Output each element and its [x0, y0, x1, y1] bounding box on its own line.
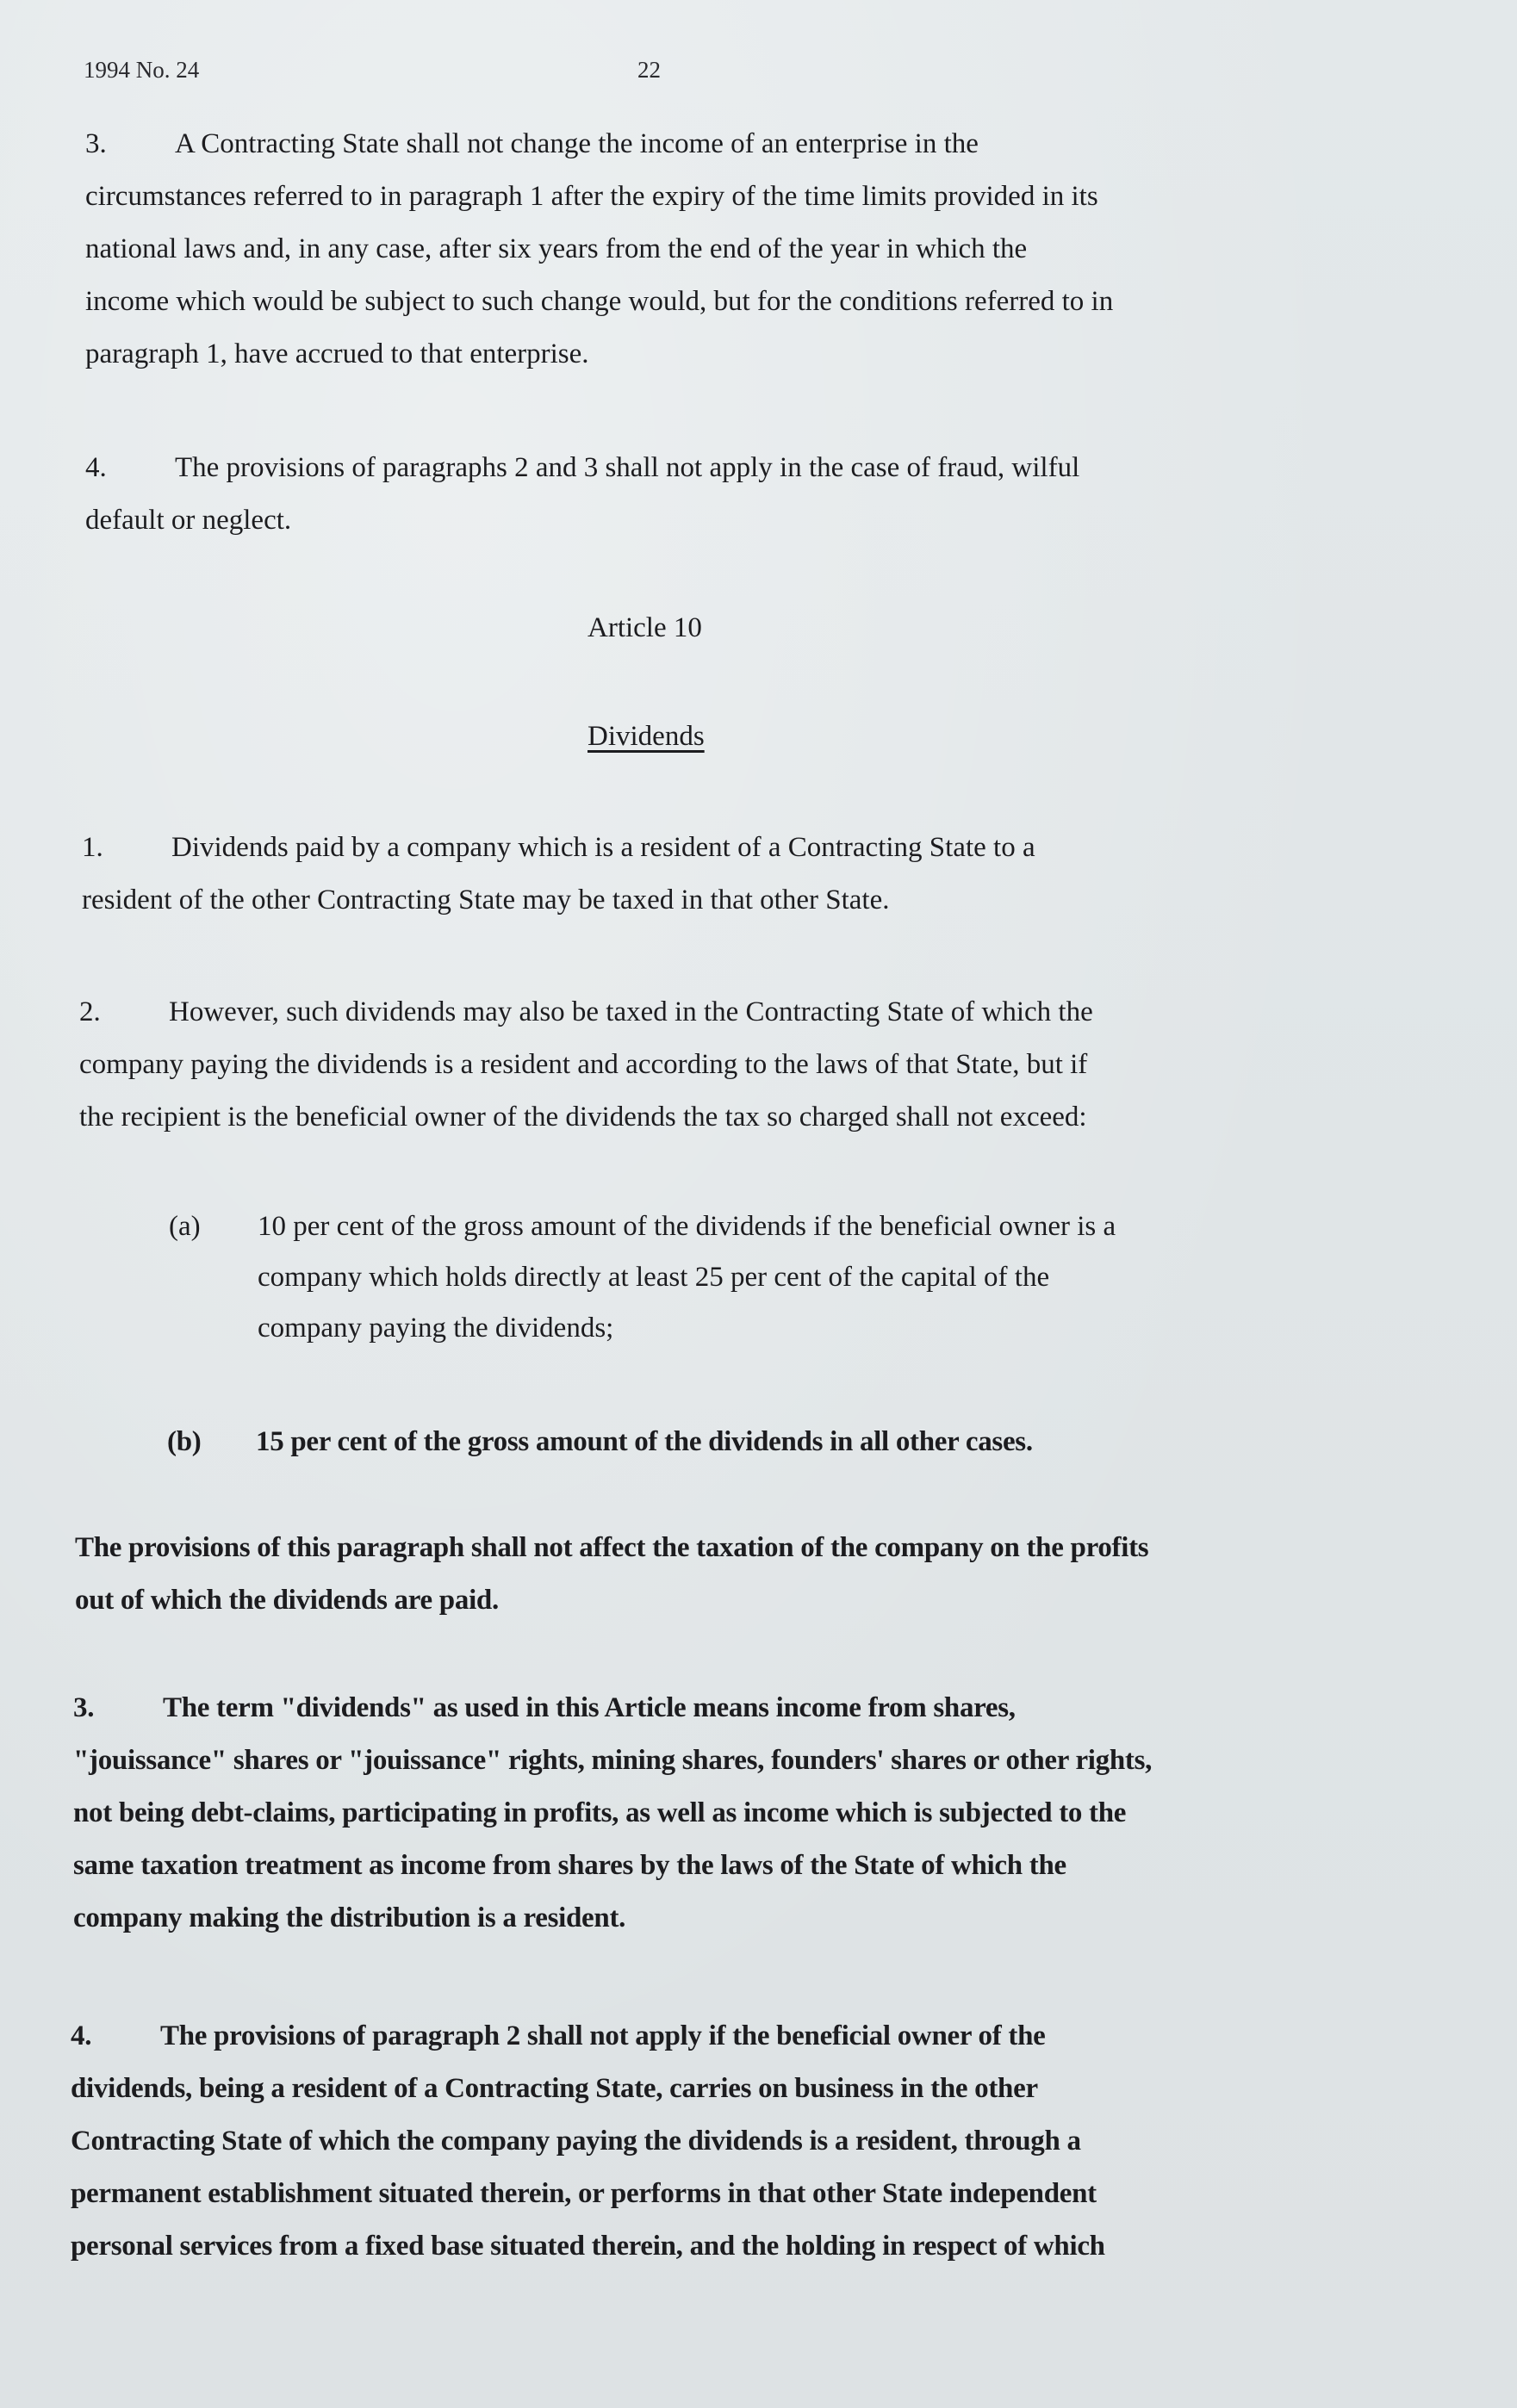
- article-paragraph-4-permanent-establishment: [71, 2010, 1105, 2273]
- paragraph-line: default or neglect.: [85, 505, 292, 536]
- paragraph-line: national laws and, in any case, after six years from the end of the year in which the: [85, 233, 1028, 264]
- paragraph-number: 3.: [73, 1692, 95, 1723]
- paragraph-line: circumstances referred to in paragraph 1 after the expiry of the time limits provided in its: [85, 181, 1098, 212]
- paragraph-3-transfer-pricing: [85, 118, 1113, 381]
- paragraph-number: 3.: [85, 128, 107, 159]
- paragraph-text: A Contracting State shall not change the income of an enterprise in the: [175, 128, 979, 159]
- paragraph-line: personal services from a fixed base situated therein, and the holding in respect of which: [71, 2231, 1105, 2262]
- paragraph-line: "jouissance" shares or "jouissance" rights, mining shares, founders' shares or other rights,: [73, 1745, 1153, 1776]
- paragraph-line: company paying the dividends is a resident and according to the laws of that State, but if: [79, 1049, 1088, 1080]
- page-number: 22: [637, 57, 661, 83]
- paragraph-number: 1.: [82, 832, 103, 863]
- paragraph-line: [73, 1682, 1152, 1735]
- paragraph-text: The term "dividends" as used in this Article means income from shares,: [163, 1692, 1016, 1723]
- paragraph-text: However, such dividends may also be taxed in the Contracting State of which the: [169, 996, 1093, 1027]
- paragraph-line: same taxation treatment as income from shares by the laws of the State of which the: [73, 1850, 1066, 1881]
- list-item-label: (b): [167, 1426, 202, 1457]
- paragraph-text: The provisions of paragraphs 2 and 3 shall not apply in the case of fraud, wilful: [175, 452, 1080, 483]
- list-item-b: [167, 1417, 1287, 1468]
- paragraph-line: the recipient is the beneficial owner of the dividends the tax so charged shall not exceed:: [79, 1102, 1087, 1133]
- article-title: Article 10: [588, 612, 702, 643]
- list-item-line: company which holds directly at least 25 per cent of the capital of the: [258, 1262, 1050, 1293]
- paragraph-line: income which would be subject to such change would, but for the conditions referred to in: [85, 286, 1114, 317]
- article-paragraph-3-definition: [73, 1682, 1152, 1945]
- law-reference: 1994 No. 24: [84, 57, 200, 83]
- paragraph-line: company making the distribution is a resident.: [73, 1902, 626, 1933]
- list-item-text: [258, 1201, 1116, 1354]
- list-item-a: [169, 1201, 1289, 1356]
- paragraph-line: [85, 118, 1113, 171]
- paragraph-4-fraud-exception: [85, 442, 1079, 547]
- article-paragraph-2-closing: [75, 1522, 1148, 1627]
- paragraph-line: paragraph 1, have accrued to that enterprise.: [85, 338, 589, 369]
- article-subtitle: Dividends: [588, 721, 705, 752]
- paragraph-line: permanent establishment situated therein, or performs in that other State independent: [71, 2178, 1097, 2209]
- list-item-line: 10 per cent of the gross amount of the dividends if the beneficial owner is a: [258, 1211, 1116, 1242]
- paragraph-text: Dividends paid by a company which is a resident of a Contracting State to a: [171, 832, 1035, 863]
- paragraph-number: 4.: [85, 452, 107, 483]
- list-item-text: [256, 1417, 1033, 1468]
- paragraph-line: resident of the other Contracting State may be taxed in that other State.: [82, 884, 890, 915]
- list-item-line: company paying the dividends;: [258, 1313, 614, 1344]
- paragraph-line: [79, 986, 1093, 1039]
- paragraph-line: [71, 2010, 1105, 2063]
- paragraph-text: The provisions of paragraph 2 shall not apply if the beneficial owner of the: [160, 2020, 1046, 2051]
- article-paragraph-1: [82, 822, 1035, 927]
- paragraph-line: Contracting State of which the company paying the dividends is a resident, through a: [71, 2126, 1081, 2157]
- paragraph-line: [85, 442, 1079, 494]
- article-paragraph-2: [79, 986, 1093, 1144]
- paragraph-line: not being debt-claims, participating in profits, as well as income which is subjected to the: [73, 1797, 1127, 1828]
- paragraph-number: 2.: [79, 996, 101, 1027]
- list-item-line: 15 per cent of the gross amount of the dividends in all other cases.: [256, 1426, 1033, 1457]
- paragraph-line: [82, 822, 1035, 874]
- paragraph-line: out of which the dividends are paid.: [75, 1585, 499, 1616]
- paragraph-line: The provisions of this paragraph shall not affect the taxation of the company on the profits: [75, 1532, 1149, 1563]
- paragraph-number: 4.: [71, 2020, 92, 2051]
- paragraph-line: dividends, being a resident of a Contracting State, carries on business in the other: [71, 2073, 1038, 2104]
- list-item-label: (a): [169, 1211, 201, 1242]
